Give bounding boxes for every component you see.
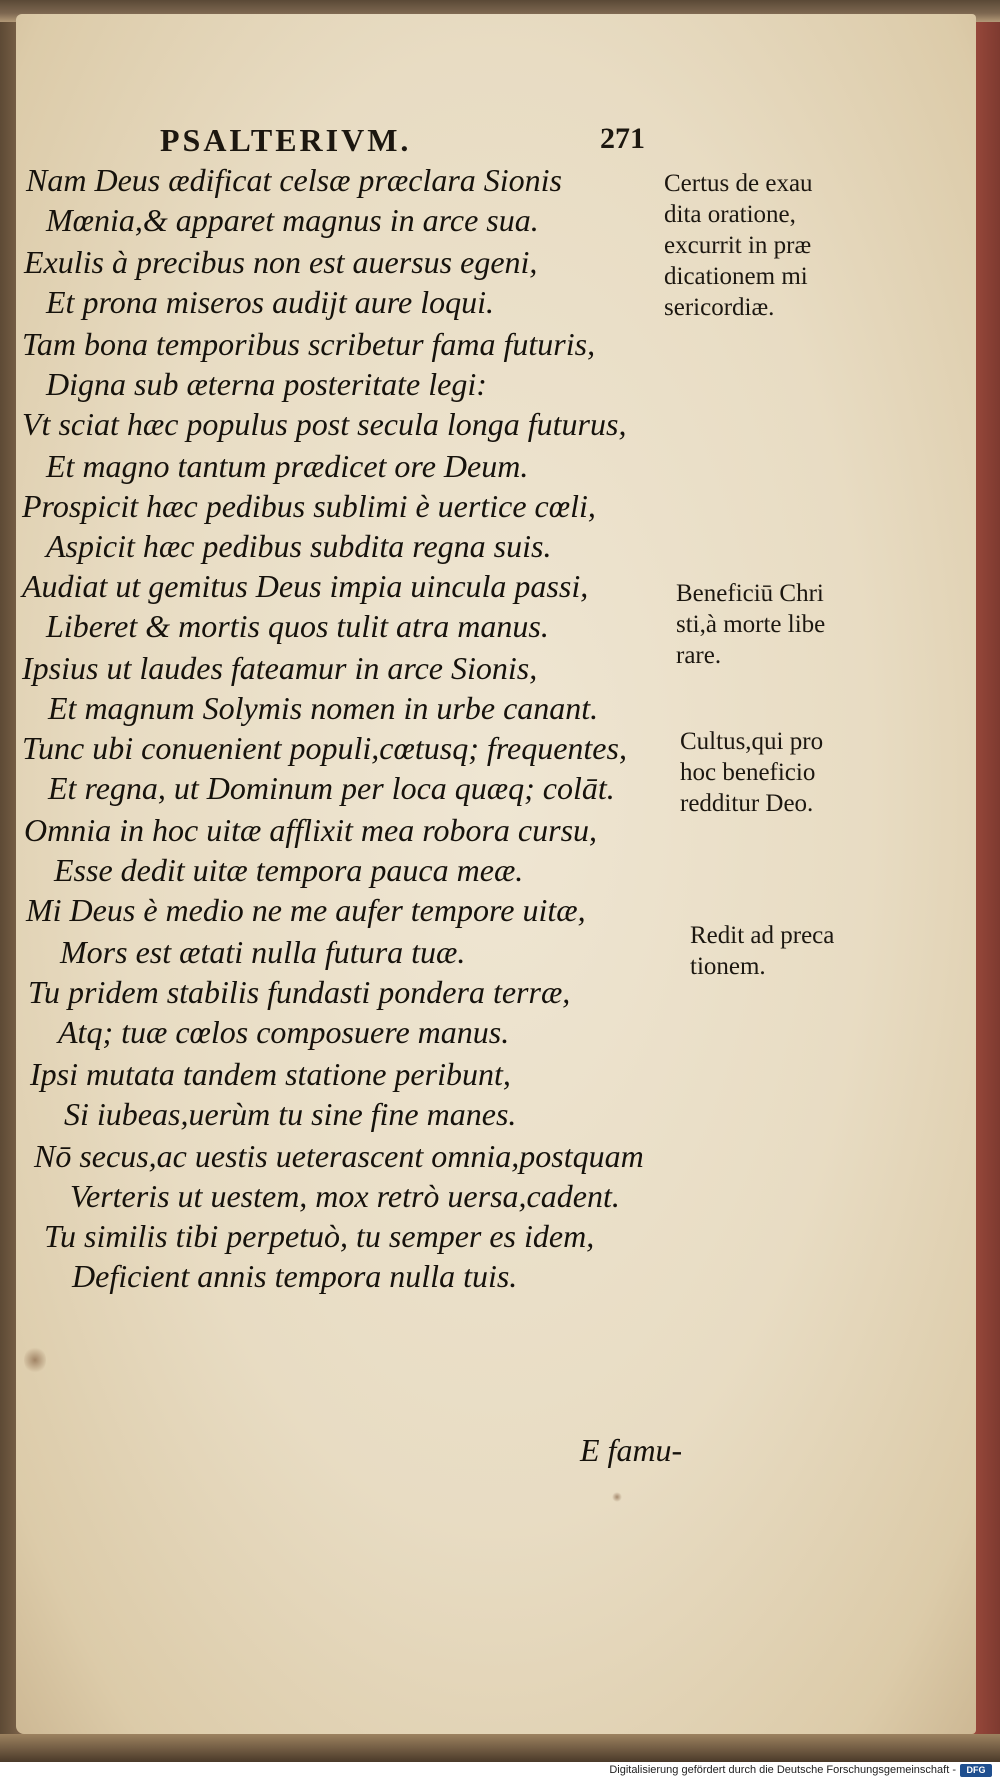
dfg-logo: DFG — [960, 1764, 992, 1777]
marginal-note: Redit ad preca tionem. — [690, 922, 835, 980]
verse-line: Et magnum Solymis nomen in urbe canant. — [48, 690, 599, 726]
verse-line: Et prona miseros audijt aure loqui. — [46, 284, 494, 320]
verse-line: Omnia in hoc uitæ afflixit mea robora cursu, — [24, 812, 598, 848]
verse-line: Vt sciat hæc populus post secula longa futurus, — [22, 406, 627, 442]
verse-line: Nō secus,ac uestis ueterascent omnia,postquam — [34, 1138, 644, 1174]
verse-line: Esse dedit uitæ tempora pauca meæ. — [54, 852, 524, 888]
marginal-note: Beneficiū Chri sti,à morte libe rare. — [676, 580, 826, 669]
verse-line: Atq; tuæ cœlos composuere manus. — [58, 1014, 510, 1050]
verse-line: Tu similis tibi perpetuò, tu semper es idem, — [44, 1218, 595, 1254]
verse-line: Mi Deus è medio ne me aufer tempore uitæ, — [26, 892, 586, 928]
book-bottom-edge — [0, 1734, 1000, 1762]
verse-line: Mors est ætati nulla futura tuæ. — [60, 934, 466, 970]
verse-line: Deficient annis tempora nulla tuis. — [72, 1258, 518, 1294]
verse-line: Tunc ubi conuenient populi,cœtusq; frequentes, — [22, 730, 627, 766]
verse-line: Ipsius ut laudes fateamur in arce Sionis, — [22, 650, 538, 686]
catchword: E famu- — [580, 1432, 683, 1468]
verse-line: Verteris ut uestem, mox retrò uersa,cadent. — [70, 1178, 620, 1214]
verse-line: Nam Deus ædificat celsæ præclara Sionis — [26, 162, 562, 198]
verse-line: Ipsi mutata tandem statione peribunt, — [30, 1056, 511, 1092]
page-stain — [24, 1346, 46, 1374]
verse-line: Exulis à precibus non est auersus egeni, — [24, 244, 538, 280]
marginal-note: Cultus,qui pro hoc beneficio redditur Deo. — [680, 728, 824, 817]
page-stain — [612, 1492, 622, 1502]
verse-line: Digna sub æterna posteritate legi: — [46, 366, 487, 402]
verse-line: Et magno tantum prædicet ore Deum. — [46, 448, 529, 484]
verse-line: Et regna, ut Dominum per loca quæq; colāt. — [48, 770, 615, 806]
verse-line: Mœnia,& apparet magnus in arce sua. — [46, 202, 539, 238]
verse-line: Liberet & mortis quos tulit atra manus. — [46, 608, 549, 644]
marginal-note: Certus de exau dita oratione, excurrit in præ dicationem mi sericordiæ. — [664, 170, 813, 321]
digitization-credit: Digitalisierung gefördert durch die Deutsche Forschungsgemeinschaft - — [609, 1764, 956, 1776]
verse-line: Si iubeas,uerùm tu sine fine manes. — [64, 1096, 517, 1132]
verse-line: Tam bona temporibus scribetur fama futuris, — [22, 326, 596, 362]
verse-line: Audiat ut gemitus Deus impia uincula passi, — [22, 568, 589, 604]
page-number: 271 — [600, 122, 645, 155]
verse-line: Tu pridem stabilis fundasti pondera terræ, — [28, 974, 571, 1010]
verse-line: Aspicit hæc pedibus subdita regna suis. — [46, 528, 552, 564]
running-head: PSALTERIVM. — [160, 122, 412, 158]
verse-line: Prospicit hæc pedibus sublimi è uertice cœli, — [22, 488, 596, 524]
